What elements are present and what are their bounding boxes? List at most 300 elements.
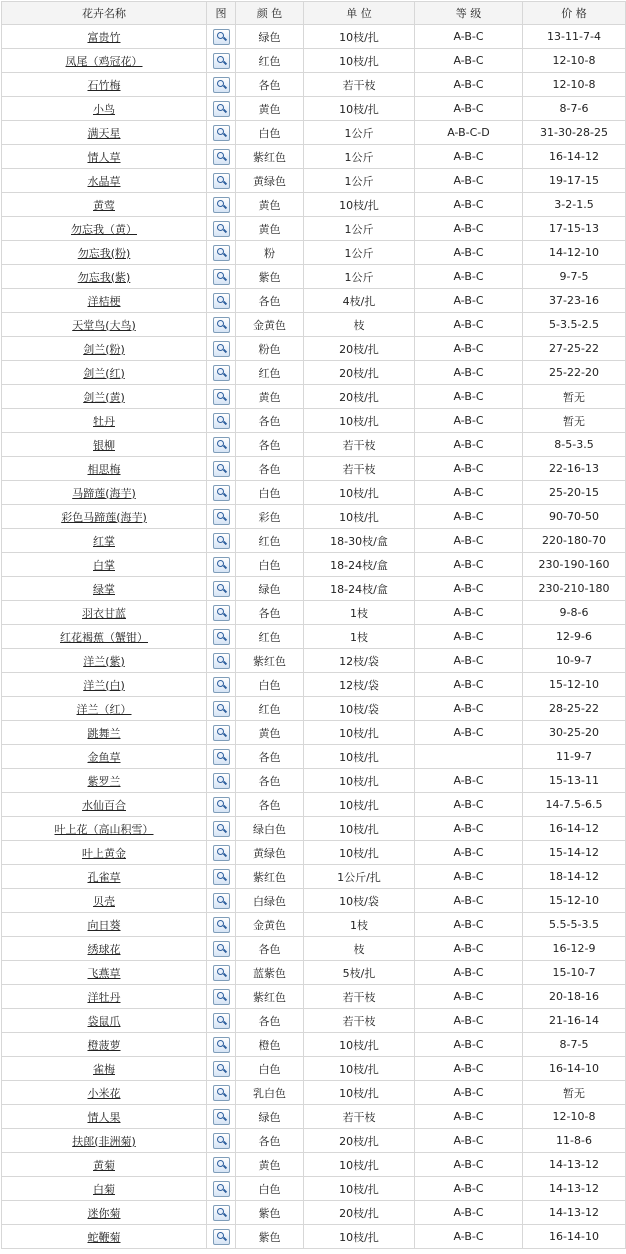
- flower-name-link[interactable]: 牡丹: [93, 414, 115, 428]
- grade-cell: A-B-C: [415, 529, 523, 553]
- image-cell: [207, 721, 236, 745]
- grade-cell: A-B-C: [415, 481, 523, 505]
- magnifier-icon[interactable]: [213, 389, 230, 405]
- flower-name-link[interactable]: 绿掌: [93, 582, 115, 596]
- flower-name-link[interactable]: 雀梅: [93, 1062, 115, 1076]
- price-cell: 12-10-8: [523, 1105, 626, 1129]
- image-cell: [207, 409, 236, 433]
- flower-name-link[interactable]: 剑兰(红): [83, 366, 125, 380]
- unit-cell: 10枝/扎: [304, 817, 415, 841]
- color-cell: 金黄色: [236, 913, 304, 937]
- magnifier-icon[interactable]: [213, 749, 230, 765]
- price-cell: 20-18-16: [523, 985, 626, 1009]
- price-cell: 14-7.5-6.5: [523, 793, 626, 817]
- table-row: [2, 1177, 626, 1201]
- color-cell: 紫红色: [236, 649, 304, 673]
- grade-cell: A-B-C: [415, 1057, 523, 1081]
- color-cell: 乳白色: [236, 1081, 304, 1105]
- flower-name-link[interactable]: 羽衣甘蓝: [82, 606, 126, 620]
- table-row: [2, 817, 626, 841]
- flower-name-cell: [2, 1081, 207, 1105]
- flower-name-cell: [2, 913, 207, 937]
- magnifier-icon[interactable]: [213, 701, 230, 717]
- grade-cell: A-B-C: [415, 721, 523, 745]
- grade-cell: A-B-C: [415, 169, 523, 193]
- image-cell: [207, 1009, 236, 1033]
- table-row: [2, 889, 626, 913]
- flower-name-cell: [2, 49, 207, 73]
- magnifier-icon[interactable]: [213, 461, 230, 477]
- image-cell: [207, 265, 236, 289]
- table-row: [2, 961, 626, 985]
- table-row: [2, 673, 626, 697]
- flower-name-link[interactable]: 石竹梅: [87, 78, 121, 92]
- table-row: [2, 937, 626, 961]
- flower-name-cell: [2, 1105, 207, 1129]
- unit-cell: 若干枝: [304, 1105, 415, 1129]
- image-cell: [207, 817, 236, 841]
- flower-name-link[interactable]: 勿忘我(粉): [77, 246, 131, 260]
- price-cell: 15-13-11: [523, 769, 626, 793]
- color-cell: 白色: [236, 553, 304, 577]
- color-cell: 紫色: [236, 1225, 304, 1249]
- color-cell: 黄色: [236, 721, 304, 745]
- image-cell: [207, 457, 236, 481]
- flower-name-cell: [2, 25, 207, 49]
- magnifier-icon[interactable]: [213, 413, 230, 429]
- flower-name-link[interactable]: 马蹄莲(海芋): [72, 486, 136, 500]
- flower-name-cell: [2, 745, 207, 769]
- flower-name-cell: [2, 1225, 207, 1249]
- magnifier-icon[interactable]: [213, 1109, 230, 1125]
- table-row: [2, 1129, 626, 1153]
- unit-cell: 若干枝: [304, 457, 415, 481]
- flower-name-link[interactable]: 小米花: [87, 1086, 121, 1100]
- image-cell: [207, 865, 236, 889]
- table-row: [2, 457, 626, 481]
- flower-name-cell: [2, 769, 207, 793]
- magnifier-icon[interactable]: [213, 917, 230, 933]
- unit-cell: 1公斤/扎: [304, 865, 415, 889]
- flower-name-link[interactable]: 水仙百合: [82, 798, 126, 812]
- image-cell: [207, 1177, 236, 1201]
- magnifier-icon[interactable]: [213, 317, 230, 333]
- flower-name-link[interactable]: 叶上黄金: [82, 846, 126, 860]
- table-row: [2, 601, 626, 625]
- magnifier-icon[interactable]: [213, 1061, 230, 1077]
- grade-cell: A-B-C: [415, 97, 523, 121]
- color-cell: 黄色: [236, 193, 304, 217]
- magnifier-icon[interactable]: [213, 629, 230, 645]
- flower-name-link[interactable]: 天堂鸟(大鸟): [72, 318, 136, 332]
- flower-name-cell: [2, 193, 207, 217]
- image-cell: [207, 601, 236, 625]
- magnifier-icon[interactable]: [213, 581, 230, 597]
- color-cell: 橙色: [236, 1033, 304, 1057]
- magnifier-icon[interactable]: [213, 269, 230, 285]
- unit-cell: 10枝/扎: [304, 1153, 415, 1177]
- magnifier-icon[interactable]: [213, 1037, 230, 1053]
- unit-cell: 若干枝: [304, 1009, 415, 1033]
- magnifier-icon[interactable]: [213, 941, 230, 957]
- price-cell: 27-25-22: [523, 337, 626, 361]
- color-cell: 红色: [236, 361, 304, 385]
- magnifier-icon[interactable]: [213, 29, 230, 45]
- grade-cell: A-B-C: [415, 553, 523, 577]
- magnifier-icon[interactable]: [213, 149, 230, 165]
- table-row: [2, 289, 626, 313]
- table-row: [2, 1225, 626, 1249]
- magnifier-icon[interactable]: [213, 341, 230, 357]
- table-row: [2, 433, 626, 457]
- table-row: [2, 217, 626, 241]
- grade-cell: A-B-C: [415, 817, 523, 841]
- flower-name-link[interactable]: 剑兰(黄): [83, 390, 125, 404]
- flower-name-link[interactable]: 满天星: [87, 126, 121, 140]
- flower-name-link[interactable]: 扶郎(非洲菊): [72, 1134, 136, 1148]
- flower-name-link[interactable]: 洋兰（红）: [76, 702, 132, 716]
- image-cell: [207, 505, 236, 529]
- image-cell: [207, 577, 236, 601]
- magnifier-icon[interactable]: [213, 869, 230, 885]
- flower-name-cell: [2, 1057, 207, 1081]
- grade-cell: A-B-C: [415, 1009, 523, 1033]
- flower-name-link[interactable]: 情人果: [87, 1110, 121, 1124]
- color-cell: 黄绿色: [236, 169, 304, 193]
- image-cell: [207, 673, 236, 697]
- image-cell: [207, 241, 236, 265]
- flower-name-cell: [2, 649, 207, 673]
- color-cell: 各色: [236, 793, 304, 817]
- unit-cell: 20枝/扎: [304, 385, 415, 409]
- flower-name-link[interactable]: 孔雀草: [87, 870, 121, 884]
- image-cell: [207, 961, 236, 985]
- flower-name-cell: [2, 1129, 207, 1153]
- flower-name-cell: [2, 1033, 207, 1057]
- flower-name-cell: [2, 385, 207, 409]
- unit-cell: 10枝/扎: [304, 1033, 415, 1057]
- magnifier-icon[interactable]: [213, 509, 230, 525]
- magnifier-icon[interactable]: [213, 677, 230, 693]
- color-cell: 各色: [236, 73, 304, 97]
- unit-cell: 20枝/扎: [304, 337, 415, 361]
- color-cell: 蓝紫色: [236, 961, 304, 985]
- flower-name-cell: [2, 337, 207, 361]
- image-cell: [207, 697, 236, 721]
- color-cell: 粉色: [236, 337, 304, 361]
- flower-name-link[interactable]: 白菊: [93, 1182, 115, 1196]
- price-cell: 28-25-22: [523, 697, 626, 721]
- magnifier-icon[interactable]: [213, 533, 230, 549]
- color-cell: 白色: [236, 1177, 304, 1201]
- price-cell: 16-12-9: [523, 937, 626, 961]
- grade-cell: A-B-C: [415, 289, 523, 313]
- price-cell: 3-2-1.5: [523, 193, 626, 217]
- color-cell: 各色: [236, 289, 304, 313]
- color-cell: 各色: [236, 457, 304, 481]
- image-cell: [207, 625, 236, 649]
- flower-name-cell: [2, 601, 207, 625]
- flower-name-link[interactable]: 迷你菊: [87, 1206, 121, 1220]
- magnifier-icon[interactable]: [213, 245, 230, 261]
- unit-cell: 12枝/袋: [304, 673, 415, 697]
- flower-name-link[interactable]: 银柳: [93, 438, 115, 452]
- unit-cell: 1公斤: [304, 241, 415, 265]
- color-cell: 黄色: [236, 1153, 304, 1177]
- magnifier-icon[interactable]: [213, 1229, 230, 1245]
- grade-cell: A-B-C: [415, 841, 523, 865]
- flower-name-link[interactable]: 贝壳: [93, 894, 115, 908]
- price-cell: 8-5-3.5: [523, 433, 626, 457]
- unit-cell: 10枝/扎: [304, 25, 415, 49]
- grade-cell: A-B-C: [415, 769, 523, 793]
- color-cell: 金黄色: [236, 313, 304, 337]
- image-cell: [207, 385, 236, 409]
- flower-name-cell: [2, 985, 207, 1009]
- magnifier-icon[interactable]: [213, 1157, 230, 1173]
- magnifier-icon[interactable]: [213, 821, 230, 837]
- image-cell: [207, 217, 236, 241]
- unit-cell: 10枝/扎: [304, 97, 415, 121]
- grade-cell: A-B-C: [415, 145, 523, 169]
- color-cell: 各色: [236, 409, 304, 433]
- unit-cell: 10枝/扎: [304, 409, 415, 433]
- unit-cell: 10枝/扎: [304, 745, 415, 769]
- flower-name-link[interactable]: 彩色马蹄莲(海芋): [61, 510, 147, 524]
- color-cell: 黄色: [236, 217, 304, 241]
- magnifier-icon[interactable]: [213, 53, 230, 69]
- image-cell: [207, 793, 236, 817]
- flower-name-link[interactable]: 凤尾（鸡冠花）: [65, 54, 143, 68]
- flower-name-link[interactable]: 紫罗兰: [87, 774, 121, 788]
- table-row: [2, 721, 626, 745]
- magnifier-icon[interactable]: [213, 1085, 230, 1101]
- color-cell: 红色: [236, 49, 304, 73]
- flower-name-link[interactable]: 勿忘我（黄）: [71, 222, 137, 236]
- magnifier-icon[interactable]: [213, 437, 230, 453]
- image-cell: [207, 841, 236, 865]
- price-cell: 31-30-28-25: [523, 121, 626, 145]
- flower-name-link[interactable]: 勿忘我(紫): [77, 270, 131, 284]
- flower-name-link[interactable]: 相思梅: [87, 462, 121, 476]
- unit-cell: 10枝/扎: [304, 1177, 415, 1201]
- image-cell: [207, 361, 236, 385]
- magnifier-icon[interactable]: [213, 1181, 230, 1197]
- magnifier-icon[interactable]: [213, 1013, 230, 1029]
- image-cell: [207, 649, 236, 673]
- flower-name-link[interactable]: 洋兰(白): [83, 678, 125, 692]
- price-cell: 14-13-12: [523, 1201, 626, 1225]
- grade-cell: A-B-C: [415, 1105, 523, 1129]
- price-cell: 230-190-160: [523, 553, 626, 577]
- flower-name-link[interactable]: 富贵竹: [87, 30, 121, 44]
- price-cell: 15-12-10: [523, 673, 626, 697]
- flower-name-link[interactable]: 洋桔梗: [87, 294, 121, 308]
- price-cell: 8-7-6: [523, 97, 626, 121]
- table-row: [2, 73, 626, 97]
- table-row: [2, 769, 626, 793]
- flower-name-link[interactable]: 金鱼草: [87, 750, 121, 764]
- flower-name-cell: [2, 721, 207, 745]
- price-cell: 11-9-7: [523, 745, 626, 769]
- table-row: [2, 1153, 626, 1177]
- image-cell: [207, 73, 236, 97]
- flower-name-link[interactable]: 袋鼠爪: [87, 1014, 121, 1028]
- flower-name-link[interactable]: 剑兰(粉): [83, 342, 125, 356]
- color-cell: 紫红色: [236, 865, 304, 889]
- table-row: [2, 625, 626, 649]
- grade-cell: A-B-C: [415, 505, 523, 529]
- grade-cell: A-B-C: [415, 937, 523, 961]
- color-cell: 紫红色: [236, 985, 304, 1009]
- color-cell: 紫色: [236, 265, 304, 289]
- unit-cell: 20枝/扎: [304, 1129, 415, 1153]
- magnifier-icon[interactable]: [213, 173, 230, 189]
- flower-name-cell: [2, 625, 207, 649]
- magnifier-icon[interactable]: [213, 101, 230, 117]
- grade-cell: [415, 745, 523, 769]
- table-row: [2, 1081, 626, 1105]
- magnifier-icon[interactable]: [213, 989, 230, 1005]
- flower-name-link[interactable]: 黄菊: [93, 1158, 115, 1172]
- flower-name-link[interactable]: 洋兰(紫): [83, 654, 125, 668]
- magnifier-icon[interactable]: [213, 965, 230, 981]
- image-cell: [207, 49, 236, 73]
- table-row: [2, 529, 626, 553]
- price-cell: 5.5-5-3.5: [523, 913, 626, 937]
- table-row: [2, 865, 626, 889]
- flower-name-cell: [2, 289, 207, 313]
- grade-cell: A-B-C: [415, 1033, 523, 1057]
- flower-name-link[interactable]: 飞燕草: [87, 966, 121, 980]
- magnifier-icon[interactable]: [213, 773, 230, 789]
- magnifier-icon[interactable]: [213, 725, 230, 741]
- magnifier-icon[interactable]: [213, 1133, 230, 1149]
- flower-name-cell: [2, 361, 207, 385]
- magnifier-icon[interactable]: [213, 221, 230, 237]
- flower-name-link[interactable]: 小鸟: [93, 102, 115, 116]
- flower-name-link[interactable]: 洋牡丹: [87, 990, 121, 1004]
- color-cell: 紫色: [236, 1201, 304, 1225]
- table-row: [2, 313, 626, 337]
- table-header-row: [2, 2, 626, 25]
- table-row: [2, 505, 626, 529]
- unit-cell: 18-24枝/盒: [304, 577, 415, 601]
- price-cell: 15-14-12: [523, 841, 626, 865]
- flower-name-link[interactable]: 橙菠萝: [87, 1038, 121, 1052]
- flower-name-cell: [2, 481, 207, 505]
- flower-name-link[interactable]: 蛇鞭菊: [87, 1230, 121, 1244]
- magnifier-icon[interactable]: [213, 893, 230, 909]
- price-cell: 30-25-20: [523, 721, 626, 745]
- grade-cell: A-B-C: [415, 1129, 523, 1153]
- magnifier-icon[interactable]: [213, 125, 230, 141]
- flower-name-link[interactable]: 情人草: [87, 150, 121, 164]
- image-cell: [207, 553, 236, 577]
- flower-name-cell: [2, 577, 207, 601]
- grade-cell: A-B-C: [415, 649, 523, 673]
- magnifier-icon[interactable]: [213, 797, 230, 813]
- image-cell: [207, 1225, 236, 1249]
- magnifier-icon[interactable]: [213, 293, 230, 309]
- price-cell: 25-20-15: [523, 481, 626, 505]
- magnifier-icon[interactable]: [213, 365, 230, 381]
- price-cell: 9-8-6: [523, 601, 626, 625]
- grade-cell: A-B-C: [415, 193, 523, 217]
- flower-name-cell: [2, 817, 207, 841]
- unit-cell: 18-30枝/盒: [304, 529, 415, 553]
- magnifier-icon[interactable]: [213, 605, 230, 621]
- price-cell: 13-11-7-4: [523, 25, 626, 49]
- grade-cell: A-B-C: [415, 1225, 523, 1249]
- magnifier-icon[interactable]: [213, 1205, 230, 1221]
- unit-cell: 枝: [304, 313, 415, 337]
- table-row: [2, 145, 626, 169]
- unit-cell: 枝: [304, 937, 415, 961]
- flower-name-link[interactable]: 白掌: [93, 558, 115, 572]
- flower-name-link[interactable]: 水晶草: [87, 174, 121, 188]
- magnifier-icon[interactable]: [213, 845, 230, 861]
- table-row: [2, 793, 626, 817]
- magnifier-icon[interactable]: [213, 485, 230, 501]
- color-cell: 红色: [236, 529, 304, 553]
- flower-name-link[interactable]: 红花褐蕉（蟹钳）: [60, 630, 148, 644]
- flower-name-cell: [2, 529, 207, 553]
- flower-name-link[interactable]: 叶上花（高山积雪）: [54, 822, 154, 836]
- table-row: [2, 697, 626, 721]
- table-row: [2, 97, 626, 121]
- color-cell: 绿白色: [236, 817, 304, 841]
- table-row: [2, 25, 626, 49]
- flower-name-link[interactable]: 红掌: [93, 534, 115, 548]
- grade-cell: A-B-C: [415, 313, 523, 337]
- price-cell: 12-10-8: [523, 49, 626, 73]
- flower-name-link[interactable]: 绣球花: [87, 942, 121, 956]
- magnifier-icon[interactable]: [213, 653, 230, 669]
- unit-cell: 10枝/扎: [304, 841, 415, 865]
- grade-cell: A-B-C: [415, 697, 523, 721]
- price-cell: 16-14-10: [523, 1057, 626, 1081]
- image-cell: [207, 25, 236, 49]
- magnifier-icon[interactable]: [213, 197, 230, 213]
- unit-cell: 若干枝: [304, 73, 415, 97]
- unit-cell: 1枝: [304, 913, 415, 937]
- table-row: [2, 169, 626, 193]
- price-cell: 19-17-15: [523, 169, 626, 193]
- color-cell: 粉: [236, 241, 304, 265]
- price-cell: 暂无: [523, 385, 626, 409]
- price-cell: 16-14-10: [523, 1225, 626, 1249]
- grade-cell: A-B-C: [415, 1177, 523, 1201]
- magnifier-icon[interactable]: [213, 77, 230, 93]
- flower-name-cell: [2, 265, 207, 289]
- table-row: [2, 553, 626, 577]
- flower-name-link[interactable]: 向日葵: [87, 918, 121, 932]
- table-row: [2, 121, 626, 145]
- table-row: [2, 49, 626, 73]
- grade-cell: A-B-C: [415, 1153, 523, 1177]
- grade-cell: A-B-C: [415, 601, 523, 625]
- flower-name-link[interactable]: 跳舞兰: [87, 726, 121, 740]
- flower-name-cell: [2, 121, 207, 145]
- color-cell: 白色: [236, 121, 304, 145]
- flower-price-table: [1, 1, 626, 1249]
- image-cell: [207, 169, 236, 193]
- magnifier-icon[interactable]: [213, 557, 230, 573]
- table-row: [2, 745, 626, 769]
- flower-name-link[interactable]: 黄莺: [93, 198, 115, 212]
- image-cell: [207, 985, 236, 1009]
